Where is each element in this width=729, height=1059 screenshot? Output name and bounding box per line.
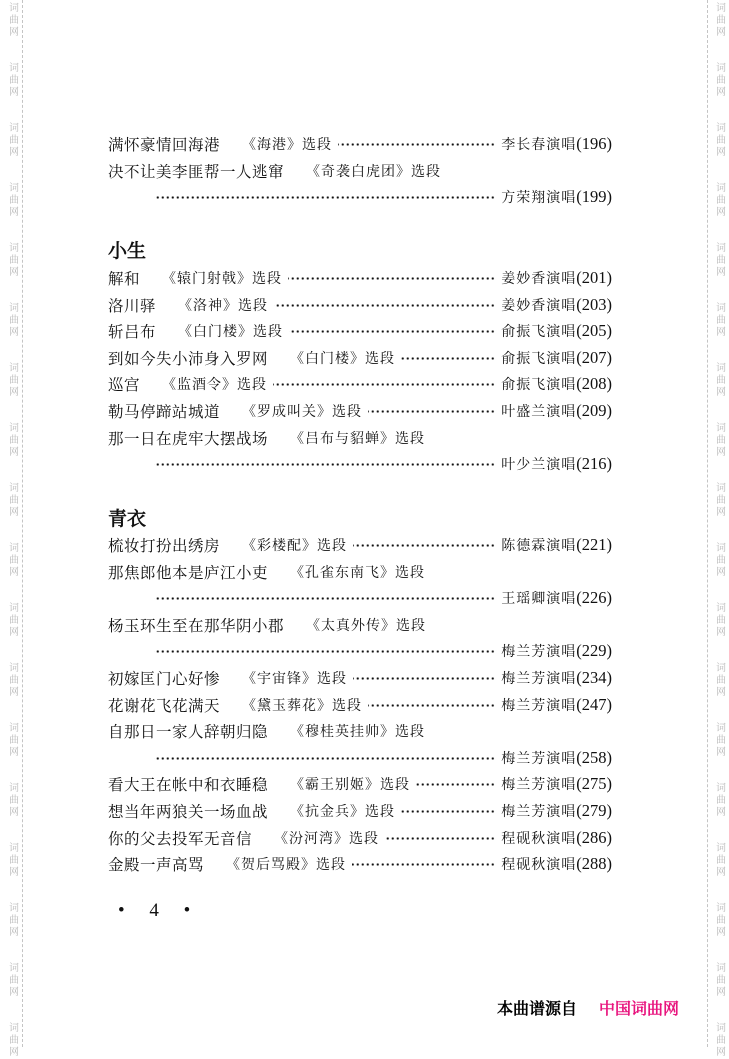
entry-opera: 《贺后骂殿》选段 xyxy=(226,857,347,874)
entry-page: (221) xyxy=(576,535,612,554)
watermark-char: 曲 xyxy=(9,915,19,926)
watermark-char: 曲 xyxy=(716,195,726,206)
watermark-char: 网 xyxy=(716,567,726,578)
entry-opera: 《霸王别姬》选段 xyxy=(290,777,411,794)
watermark-char: 网 xyxy=(716,267,726,278)
watermark-mark xyxy=(3,543,25,579)
entry-opera: 《太真外传》选段 xyxy=(306,617,427,634)
entry-singer: 程砚秋演唱 xyxy=(501,857,577,874)
watermark-char: 曲 xyxy=(9,855,19,866)
entry-singer: 梅兰芳演唱 xyxy=(501,804,577,820)
toc-entry[interactable] xyxy=(108,319,612,343)
watermark-mark xyxy=(3,663,25,699)
entry-title: 金殿一声高骂 xyxy=(108,856,205,875)
entry-page: (234) xyxy=(576,668,612,687)
dot-leader xyxy=(154,639,495,663)
watermark-char: 曲 xyxy=(716,315,726,326)
toc-entry[interactable] xyxy=(108,613,612,637)
entry-title: 决不让美李匪帮一人逃窜 xyxy=(108,162,285,181)
entry-opera: 《白门楼》选段 xyxy=(178,324,284,341)
toc-entry[interactable] xyxy=(108,399,612,423)
entry-title: 自那日一家人辞朝归隐 xyxy=(108,723,269,742)
entry-opera: 《宇宙锋》选段 xyxy=(242,671,348,687)
entry-title: 看大王在帐中和衣睡稳 xyxy=(108,776,269,795)
watermark-char: 词 xyxy=(9,543,19,554)
entry-opera: 《洛神》选段 xyxy=(178,297,269,314)
watermark-char: 曲 xyxy=(9,975,19,986)
toc-entry[interactable] xyxy=(108,666,612,690)
watermark-char: 曲 xyxy=(716,75,726,86)
footer-brand-link[interactable]: 中国词曲网 xyxy=(599,999,680,1018)
watermark-char: 网 xyxy=(716,747,726,758)
watermark-mark xyxy=(3,1023,25,1059)
dot-leader xyxy=(368,693,495,717)
toc-entry[interactable] xyxy=(108,772,612,796)
entry-title: 那一日在虎牢大摆战场 xyxy=(108,429,269,448)
watermark-char: 词 xyxy=(716,603,726,614)
entry-title: 斩吕布 xyxy=(108,323,157,342)
watermark-mark xyxy=(3,123,25,159)
toc-entry[interactable] xyxy=(108,852,612,876)
toc-entry[interactable] xyxy=(108,560,612,584)
watermark-char: 网 xyxy=(716,27,726,38)
watermark-char: 网 xyxy=(9,147,19,158)
watermark-mark xyxy=(710,543,729,579)
watermark-char: 词 xyxy=(9,483,19,494)
watermark-mark xyxy=(3,183,25,219)
watermark-char: 曲 xyxy=(9,495,19,506)
watermark-char: 网 xyxy=(9,207,19,218)
watermark-char: 网 xyxy=(716,627,726,638)
toc-entry[interactable] xyxy=(108,266,612,290)
watermark-char: 网 xyxy=(9,447,19,458)
dot-leader xyxy=(274,293,495,317)
watermark-char: 词 xyxy=(716,123,726,134)
watermark-mark xyxy=(3,723,25,759)
entry-page: (258) xyxy=(576,747,612,767)
watermark-char: 曲 xyxy=(716,375,726,386)
toc-entry[interactable] xyxy=(108,719,612,743)
watermark-char: 曲 xyxy=(9,75,19,86)
watermark-char: 词 xyxy=(716,783,726,794)
entry-page: (275) xyxy=(576,774,612,794)
watermark-char: 网 xyxy=(716,987,726,998)
entry-page: (196) xyxy=(576,134,612,153)
watermark-char: 曲 xyxy=(9,795,19,806)
watermark-mark xyxy=(710,483,729,519)
entry-opera: 《海港》选段 xyxy=(242,137,333,153)
entry-title: 花谢花飞花满天 xyxy=(108,696,221,715)
watermark-char: 词 xyxy=(9,3,19,14)
watermark-char: 网 xyxy=(716,147,726,158)
entry-title: 巡宫 xyxy=(108,376,141,395)
watermark-char: 曲 xyxy=(716,735,726,746)
entry-singer: 梅兰芳演唱 xyxy=(501,750,577,767)
watermark-mark xyxy=(3,843,25,879)
watermark-char: 网 xyxy=(9,567,19,578)
toc-entry[interactable] xyxy=(108,372,612,396)
entry-opera: 《辕门射戟》选段 xyxy=(162,271,283,287)
toc-entry[interactable] xyxy=(108,293,612,317)
entry-page: (279) xyxy=(576,801,612,820)
entry-title: 到如今失小沛身入罗网 xyxy=(108,349,269,368)
watermark-char: 词 xyxy=(716,303,726,314)
watermark-mark xyxy=(3,483,25,519)
watermark-char: 词 xyxy=(716,903,726,914)
watermark-char: 曲 xyxy=(716,975,726,986)
toc-entry[interactable] xyxy=(108,799,612,823)
watermark-char: 网 xyxy=(716,207,726,218)
watermark-mark xyxy=(710,603,729,639)
watermark-mark xyxy=(710,303,729,339)
entry-opera: 《抗金兵》选段 xyxy=(290,804,396,820)
watermark-mark xyxy=(710,783,729,819)
watermark-mark xyxy=(710,903,729,939)
entry-page: (216) xyxy=(576,454,612,474)
dot-leader xyxy=(273,372,495,396)
watermark-char: 曲 xyxy=(716,615,726,626)
watermark-mark xyxy=(3,63,25,99)
watermark-char: 词 xyxy=(716,363,726,374)
watermark-char: 词 xyxy=(9,903,19,914)
entry-title: 满怀豪情回海港 xyxy=(108,136,221,154)
entry-singer: 姜妙香演唱 xyxy=(501,297,577,314)
entry-title: 你的父去投军无音信 xyxy=(108,829,253,848)
watermark-mark xyxy=(3,603,25,639)
watermark-char: 网 xyxy=(716,927,726,938)
entry-opera: 《罗成叫关》选段 xyxy=(242,404,363,420)
entry-singer: 俞振飞演唱 xyxy=(501,324,577,341)
watermark-char: 网 xyxy=(9,87,19,98)
toc-entry[interactable] xyxy=(108,346,612,370)
watermark-char: 曲 xyxy=(716,435,726,446)
watermark-char: 曲 xyxy=(716,255,726,266)
dot-leader xyxy=(154,452,495,476)
watermark-char: 词 xyxy=(716,243,726,254)
watermark-char: 词 xyxy=(9,303,19,314)
watermark-char: 曲 xyxy=(716,795,726,806)
watermark-char: 词 xyxy=(9,1023,19,1034)
watermark-char: 曲 xyxy=(9,735,19,746)
entry-page: (247) xyxy=(576,694,612,714)
section-heading: 青衣 xyxy=(108,508,147,530)
dot-leader xyxy=(338,132,495,156)
watermark-char: 曲 xyxy=(9,195,19,206)
toc-entry[interactable] xyxy=(108,159,612,183)
watermark-mark xyxy=(3,363,25,399)
dot-leader xyxy=(401,346,495,370)
watermark-char: 曲 xyxy=(716,855,726,866)
entry-title: 杨玉环生至在那华阴小郡 xyxy=(108,616,285,635)
watermark-char: 网 xyxy=(716,327,726,338)
entry-title: 初嫁匡门心好惨 xyxy=(108,670,221,688)
watermark-mark xyxy=(710,723,729,759)
watermark-char: 词 xyxy=(9,723,19,734)
watermark-char: 曲 xyxy=(9,555,19,566)
entry-page: (205) xyxy=(576,321,612,341)
source-footer xyxy=(497,996,679,1019)
dot-leader xyxy=(288,266,495,290)
entry-page: (209) xyxy=(576,401,612,420)
watermark-mark xyxy=(3,243,25,279)
watermark-char: 词 xyxy=(716,1023,726,1034)
watermark-char: 网 xyxy=(9,927,19,938)
watermark-char: 词 xyxy=(716,963,726,974)
dot-leader xyxy=(154,746,495,770)
toc-entry-continuation[interactable] xyxy=(108,185,612,209)
entry-title: 解和 xyxy=(108,270,141,288)
watermark-char: 词 xyxy=(9,63,19,74)
watermark-char: 网 xyxy=(716,687,726,698)
toc-entry-continuation[interactable] xyxy=(108,452,612,476)
watermark-char: 网 xyxy=(9,27,19,38)
watermark-mark xyxy=(3,303,25,339)
watermark-char: 词 xyxy=(716,183,726,194)
watermark-char: 曲 xyxy=(9,675,19,686)
toc-entry[interactable] xyxy=(108,826,612,850)
entry-title: 那焦郎他本是庐江小吏 xyxy=(108,563,269,582)
entry-page: (207) xyxy=(576,347,612,367)
watermark-char: 词 xyxy=(716,843,726,854)
watermark-char: 曲 xyxy=(9,615,19,626)
entry-singer: 叶少兰演唱 xyxy=(501,457,577,474)
entry-page: (208) xyxy=(576,374,612,394)
entry-singer: 叶盛兰演唱 xyxy=(501,404,577,420)
watermark-mark xyxy=(3,3,25,39)
toc-entry-continuation[interactable] xyxy=(108,586,612,610)
watermark-char: 网 xyxy=(9,387,19,398)
watermark-char: 网 xyxy=(9,747,19,758)
dot-leader xyxy=(289,319,495,343)
entry-opera: 《孔雀东南飞》选段 xyxy=(290,564,426,581)
watermark-char: 词 xyxy=(9,123,19,134)
watermark-mark xyxy=(710,423,729,459)
entry-opera: 《监酒令》选段 xyxy=(162,377,268,394)
watermark-char: 网 xyxy=(716,867,726,878)
watermark-char: 网 xyxy=(9,507,19,518)
watermark-char: 网 xyxy=(9,987,19,998)
watermark-mark xyxy=(710,243,729,279)
watermark-char: 曲 xyxy=(716,675,726,686)
watermark-mark xyxy=(3,963,25,999)
watermark-char: 网 xyxy=(9,807,19,818)
watermark-char: 曲 xyxy=(9,15,19,26)
watermark-char: 网 xyxy=(9,1047,19,1058)
dot-leader xyxy=(385,826,495,850)
watermark-char: 词 xyxy=(9,843,19,854)
toc-entry-continuation[interactable] xyxy=(108,639,612,663)
watermark-char: 曲 xyxy=(716,555,726,566)
watermark-char: 曲 xyxy=(9,255,19,266)
toc-entry[interactable] xyxy=(108,533,612,557)
watermark-char: 词 xyxy=(9,963,19,974)
entry-page: (226) xyxy=(576,588,612,608)
entry-opera: 《穆桂英挂帅》选段 xyxy=(290,724,426,741)
watermark-char: 网 xyxy=(9,327,19,338)
toc-entry[interactable] xyxy=(108,426,612,450)
watermark-mark xyxy=(710,1023,729,1059)
dot-leader xyxy=(416,772,495,796)
entry-singer: 梅兰芳演唱 xyxy=(501,671,577,687)
watermark-char: 网 xyxy=(716,447,726,458)
watermark-mark xyxy=(3,903,25,939)
watermark-char: 曲 xyxy=(716,15,726,26)
entry-page: (286) xyxy=(576,827,612,847)
entry-singer: 方荣翔演唱 xyxy=(501,190,577,207)
watermark-char: 词 xyxy=(716,3,726,14)
footer-prefix: 本曲谱源自 xyxy=(497,999,578,1018)
watermark-char: 曲 xyxy=(716,915,726,926)
watermark-char: 网 xyxy=(716,807,726,818)
entry-title: 梳妆打扮出绣房 xyxy=(108,537,221,555)
entry-title: 勒马停蹄站城道 xyxy=(108,403,221,421)
watermark-char: 词 xyxy=(9,603,19,614)
watermark-char: 词 xyxy=(716,63,726,74)
entry-singer: 程砚秋演唱 xyxy=(501,830,577,847)
entry-singer: 梅兰芳演唱 xyxy=(501,697,577,714)
watermark-char: 曲 xyxy=(716,135,726,146)
watermark-mark xyxy=(3,783,25,819)
watermark-char: 曲 xyxy=(9,315,19,326)
watermark-mark xyxy=(710,963,729,999)
entry-opera: 《白门楼》选段 xyxy=(290,350,396,367)
entry-title: 想当年两狼关一场血战 xyxy=(108,803,269,821)
entry-singer: 俞振飞演唱 xyxy=(501,350,577,367)
watermark-char: 词 xyxy=(716,483,726,494)
watermark-mark xyxy=(710,63,729,99)
entry-singer: 王瑶卿演唱 xyxy=(501,591,577,608)
watermark-mark xyxy=(3,423,25,459)
watermark-mark xyxy=(710,123,729,159)
watermark-char: 曲 xyxy=(716,495,726,506)
entry-singer: 梅兰芳演唱 xyxy=(501,644,577,661)
dot-leader xyxy=(352,852,495,876)
entry-singer: 俞振飞演唱 xyxy=(501,377,577,394)
entry-opera: 《彩楼配》选段 xyxy=(242,538,348,554)
watermark-mark xyxy=(710,363,729,399)
entry-singer: 陈德霖演唱 xyxy=(501,538,577,554)
watermark-char: 词 xyxy=(9,363,19,374)
toc-entry-continuation[interactable] xyxy=(108,746,612,770)
entry-page: (201) xyxy=(576,268,612,287)
dot-leader xyxy=(154,185,495,209)
watermark-mark xyxy=(710,3,729,39)
watermark-char: 曲 xyxy=(716,1035,726,1046)
entry-page: (199) xyxy=(576,187,612,207)
entry-opera: 《黛玉葬花》选段 xyxy=(242,697,363,714)
section-heading: 小生 xyxy=(108,240,147,262)
watermark-char: 网 xyxy=(716,387,726,398)
entry-singer: 李长春演唱 xyxy=(501,137,577,153)
watermark-char: 网 xyxy=(716,87,726,98)
watermark-mark xyxy=(710,843,729,879)
dot-leader xyxy=(368,399,495,423)
entry-singer: 姜妙香演唱 xyxy=(501,271,577,287)
watermark-char: 网 xyxy=(9,627,19,638)
watermark-char: 曲 xyxy=(9,1035,19,1046)
page-number: • 4 • xyxy=(118,900,201,921)
watermark-char: 词 xyxy=(9,423,19,434)
watermark-char: 网 xyxy=(9,867,19,878)
watermark-mark xyxy=(710,663,729,699)
watermark-char: 词 xyxy=(9,243,19,254)
watermark-char: 曲 xyxy=(9,375,19,386)
watermark-char: 词 xyxy=(9,663,19,674)
entry-title: 洛川驿 xyxy=(108,296,157,315)
entry-opera: 《汾河湾》选段 xyxy=(274,830,380,847)
watermark-char: 网 xyxy=(9,267,19,278)
toc-entry[interactable] xyxy=(108,693,612,717)
watermark-char: 网 xyxy=(9,687,19,698)
watermark-char: 词 xyxy=(9,183,19,194)
watermark-char: 曲 xyxy=(9,135,19,146)
watermark-char: 曲 xyxy=(9,435,19,446)
entry-opera: 《吕布与貂蝉》选段 xyxy=(290,430,426,447)
watermark-char: 词 xyxy=(716,543,726,554)
entry-page: (203) xyxy=(576,294,612,314)
watermark-char: 词 xyxy=(716,423,726,434)
entry-page: (229) xyxy=(576,641,612,661)
watermark-char: 网 xyxy=(716,1047,726,1058)
dot-leader xyxy=(353,666,495,690)
watermark-char: 网 xyxy=(716,507,726,518)
toc-entry[interactable] xyxy=(108,132,612,156)
watermark-char: 词 xyxy=(716,723,726,734)
dot-leader xyxy=(401,799,495,823)
watermark-mark xyxy=(710,183,729,219)
dot-leader xyxy=(154,586,495,610)
entry-singer: 梅兰芳演唱 xyxy=(501,777,577,794)
entry-opera: 《奇袭白虎团》选段 xyxy=(306,163,442,180)
dot-leader xyxy=(353,533,495,557)
watermark-char: 词 xyxy=(716,663,726,674)
entry-page: (288) xyxy=(576,854,612,874)
watermark-char: 词 xyxy=(9,783,19,794)
